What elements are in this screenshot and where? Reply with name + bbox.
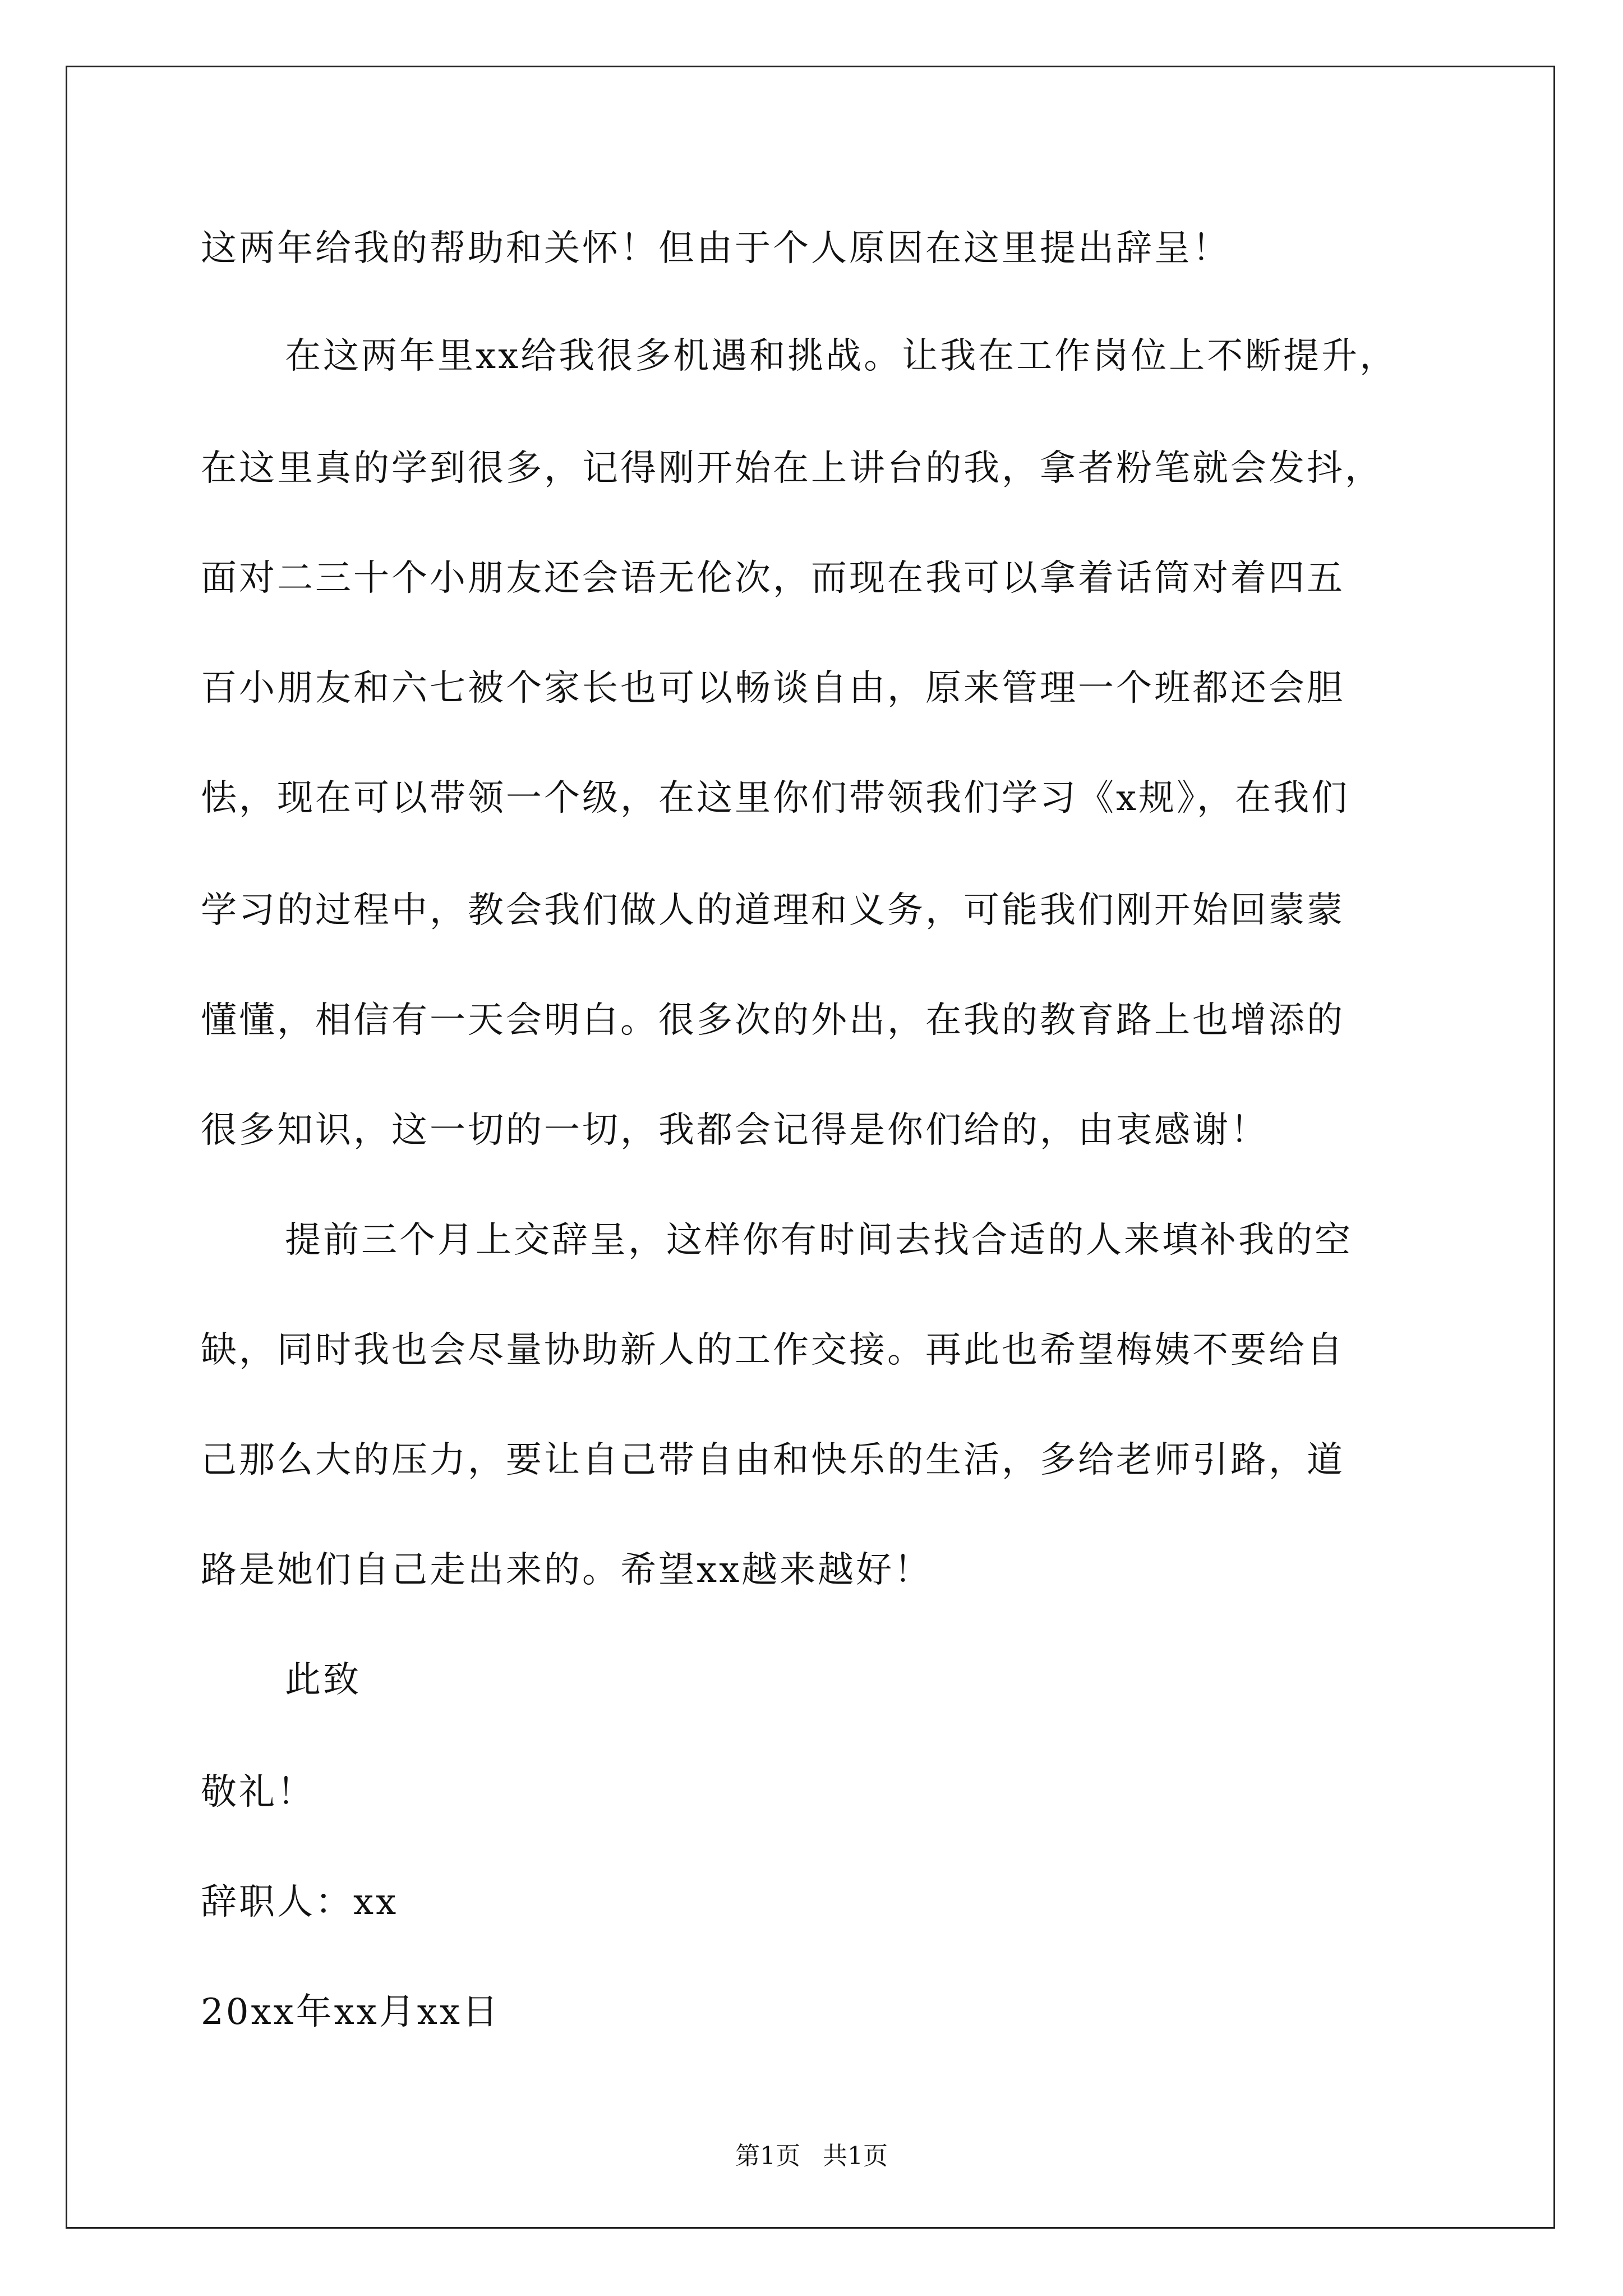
page-footer <box>0 2141 1623 2172</box>
body-line: 缺，同时我也会尽量协助新人的工作交接。再此也希望梅姨不要给自 <box>201 1329 1345 1371</box>
date: 20xx年xx月xx日 <box>201 1991 500 2033</box>
body-line: 百小朋友和六七被个家长也可以畅谈自由，原来管理一个班都还会胆 <box>201 668 1345 709</box>
body-line: 提前三个月上交辞呈，这样你有时间去找合适的人来填补我的空 <box>285 1220 1353 1261</box>
closing-phrase: 此致 <box>285 1659 361 1701</box>
body-line: 懂懂，相信有一天会明白。很多次的外出，在我的教育路上也增添的 <box>201 1000 1345 1041</box>
body-line: 很多知识，这一切的一切，我都会记得是你们给的，由衷感谢！ <box>201 1110 1269 1151</box>
body-line: 在这里真的学到很多，记得刚开始在上讲台的我，拿者粉笔就会发抖， <box>201 448 1383 489</box>
body-line: 这两年给我的帮助和关怀！但由于个人原因在这里提出辞呈！ <box>201 228 1230 269</box>
body-line: 学习的过程中，教会我们做人的道理和义务，可能我们刚开始回蒙蒙 <box>201 890 1345 931</box>
page-total: 共1页 <box>823 2142 888 2170</box>
page-number: 第1页 <box>735 2142 800 2170</box>
body-line: 路是她们自己走出来的。希望xx越来越好！ <box>201 1549 933 1591</box>
signer: 辞职人：xx <box>201 1881 399 1923</box>
salutation: 敬礼！ <box>201 1772 315 1813</box>
body-line: 己那么大的压力，要让自己带自由和快乐的生活，多给老师引路，道 <box>201 1439 1345 1481</box>
body-line: 在这两年里xx给我很多机遇和挑战。让我在工作岗位上不断提升， <box>285 335 1398 377</box>
body-line: 怯，现在可以带领一个级，在这里你们带领我们学习《x规》，在我们 <box>201 777 1350 819</box>
body-line: 面对二三十个小朋友还会语无伦次，而现在我可以拿着话筒对着四五 <box>201 558 1345 599</box>
